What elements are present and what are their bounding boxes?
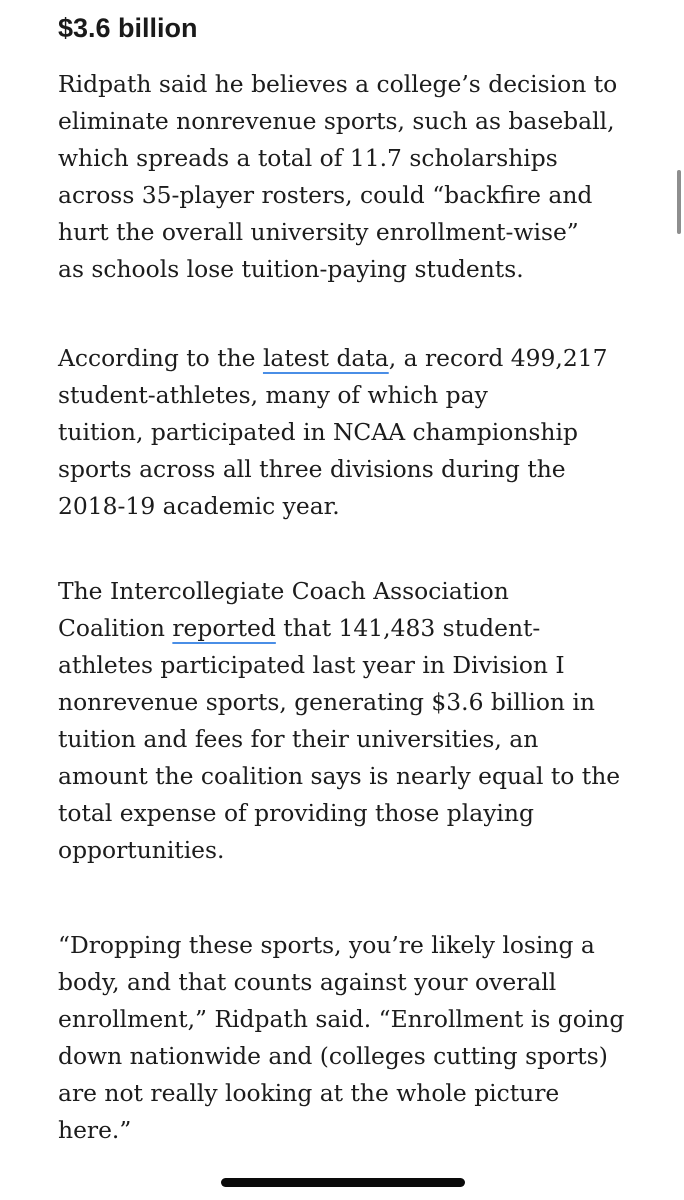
paragraph-line: eliminate nonrevenue sports, such as baseball, <box>58 107 615 135</box>
paragraph-line <box>58 610 620 647</box>
paragraph-line: hurt the overall university enrollment-wise” <box>58 218 579 246</box>
paragraph-line: amount the coalition says is nearly equal to the <box>58 762 621 790</box>
paragraph-line: total expense of providing those playing <box>58 799 534 827</box>
home-indicator-bar[interactable] <box>221 1178 465 1187</box>
text-run: According to the <box>58 344 263 372</box>
paragraph-line: enrollment,” Ridpath said. “Enrollment is going <box>58 1005 625 1033</box>
paragraph-line: athletes participated last year in Division I <box>58 651 565 679</box>
paragraph-line: as schools lose tuition-paying students. <box>58 255 524 283</box>
paragraph-line <box>58 340 608 377</box>
reported-link[interactable]: reported <box>172 614 276 642</box>
paragraph-line: student-athletes, many of which pay <box>58 381 488 409</box>
paragraph-line: across 35-player rosters, could “backfire and <box>58 181 593 209</box>
text-run: that 141,483 student- <box>275 614 541 642</box>
text-run: Coalition <box>58 614 173 642</box>
section-heading: $3.6 billion <box>58 13 198 43</box>
paragraph-line: which spreads a total of 11.7 scholarships <box>58 144 558 172</box>
paragraph-3 <box>58 573 620 869</box>
paragraph-2 <box>58 340 608 525</box>
scrollbar-thumb[interactable] <box>677 170 681 234</box>
paragraph-line: down nationwide and (colleges cutting sports) <box>58 1042 608 1070</box>
paragraph-line: here.” <box>58 1116 132 1144</box>
paragraph-line: sports across all three divisions during the <box>58 455 566 483</box>
paragraph-line: opportunities. <box>58 836 225 864</box>
paragraph-1 <box>58 66 617 288</box>
paragraph-line: body, and that counts against your overall <box>58 968 557 996</box>
text-run: , a record 499,217 <box>388 344 608 372</box>
paragraph-line: tuition, participated in NCAA championship <box>58 418 578 446</box>
paragraph-line: tuition and fees for their universities, an <box>58 725 539 753</box>
paragraph-4 <box>58 927 624 1149</box>
paragraph-line: The Intercollegiate Coach Association <box>58 577 509 605</box>
paragraph-line: are not really looking at the whole picture <box>58 1079 560 1107</box>
paragraph-line: nonrevenue sports, generating $3.6 billion in <box>58 688 595 716</box>
paragraph-line: “Dropping these sports, you’re likely losing a <box>58 931 595 959</box>
latest-data-link[interactable]: latest data <box>262 344 389 372</box>
paragraph-line: 2018-19 academic year. <box>58 492 340 520</box>
paragraph-line: Ridpath said he believes a college’s decision to <box>58 70 618 98</box>
